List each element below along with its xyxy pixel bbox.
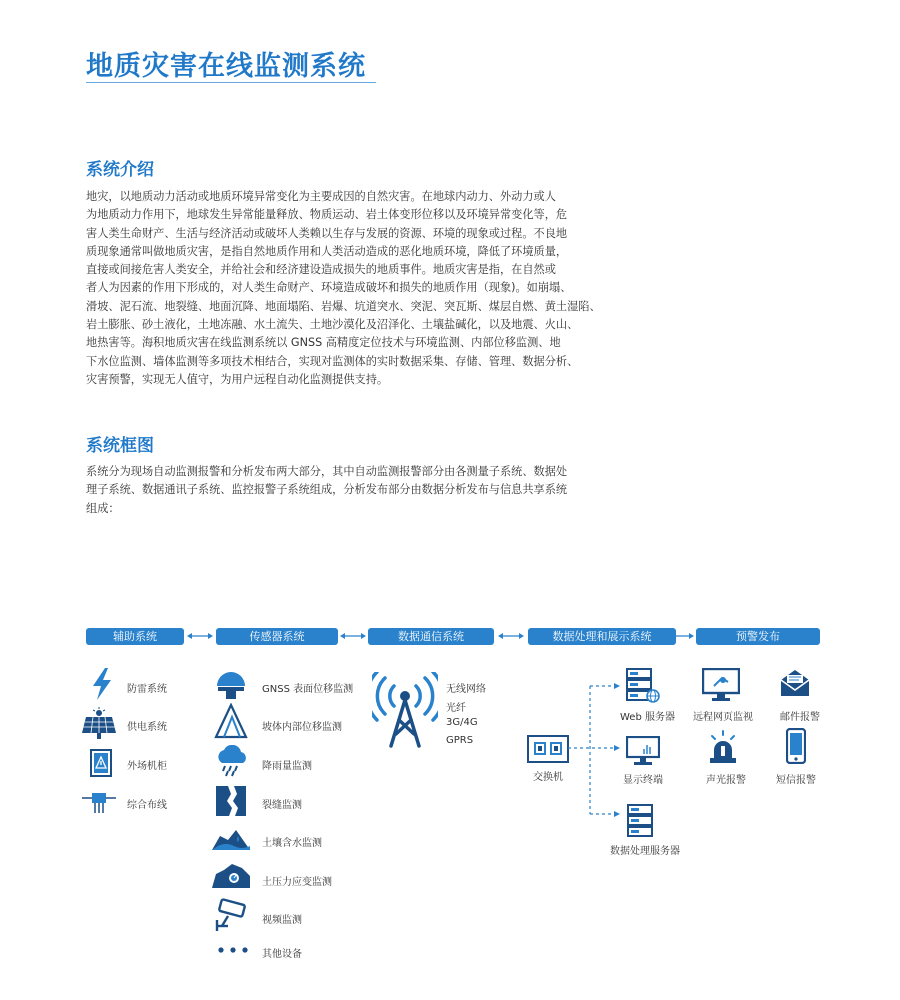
double-arrow-icon [497, 631, 525, 641]
alert-item-label: 短信报警 [776, 775, 816, 786]
sensor-item-label: 其他设备 [262, 949, 302, 960]
intro-line: 直接或间接危害人类安全，并给社会和经济建设造成损失的地质事件。地质灾害是指，在自然或 [86, 263, 556, 277]
switch-label: 交换机 [533, 772, 563, 783]
phone-icon [786, 728, 806, 764]
diagram-line: 理子系统、数据通讯子系统、监控报警子系统组成，分析发布部分由数据分析发布与信息共享系统 [86, 483, 568, 497]
header-auxiliary-system: 辅助系统 [86, 628, 184, 645]
comm-item-label: GPRS [446, 735, 474, 746]
more-dots-icon [216, 945, 250, 955]
comm-item-label: 光纤 [446, 703, 466, 714]
intro-line: 滑坡、泥石流、地裂缝、地面沉降、地面塌陷、岩爆、坑道突水、突泥、突瓦斯、煤层自燃、黄土湿陷、 [86, 299, 601, 313]
section-heading-diagram: 系统框图 [86, 436, 154, 456]
gnss-dome-icon [214, 668, 248, 700]
alert-item-label: 声光报警 [706, 775, 746, 786]
diagram-paragraph [86, 463, 576, 518]
intro-line: 岩土膨胀、砂土液化，土地冻融、水土流失、土地沙漠化及沼泽化、土壤盐碱化，以及地震、火山、 [86, 318, 579, 332]
intro-line: 者人为因素的作用下形成的，对人类生命财产、环境造成破坏和损失的地质作用（现象)。如崩塌、 [86, 281, 572, 295]
sensor-item-label: 土壤含水监测 [262, 838, 322, 849]
diagram-line: 组成： [86, 501, 120, 515]
aux-item-label: 综合布线 [127, 800, 167, 811]
slope-icon [214, 703, 248, 739]
section-heading-intro: 系统介绍 [86, 160, 154, 180]
wiring-icon [82, 791, 116, 815]
server-item-label: 显示终端 [623, 775, 663, 786]
double-arrow-icon [339, 631, 367, 641]
mail-icon [779, 668, 811, 698]
title-underline [86, 82, 376, 83]
header-data-comm-system: 数据通信系统 [368, 628, 494, 645]
intro-line: 地热害等。海积地质灾害在线监测系统以 GNSS 高精度定位技术与环境监测、内部位移监测、地 [86, 336, 561, 350]
header-alert-release: 预警发布 [696, 628, 820, 645]
dashed-connector [568, 680, 620, 820]
header-data-processing-system: 数据处理和展示系统 [528, 628, 676, 645]
sensor-item-label: 视频监测 [262, 915, 302, 926]
comm-item-label: 3G/4G [446, 717, 478, 728]
data-server-icon [627, 804, 653, 838]
diagram-line: 系统分为现场自动监测报警和分析发布两大部分，其中自动监测报警部分由各测量子系统、数据处 [86, 465, 568, 478]
sensor-item-label: 裂缝监测 [262, 800, 302, 811]
intro-line: 下水位监测、墙体监测等多项技术相结合，实现对监测体的实时数据采集、存储、管理、数据分析、 [86, 354, 579, 368]
sensor-item-label: 坡体内部位移监测 [262, 722, 342, 733]
crack-icon [216, 786, 246, 816]
sensor-item-label: GNSS 表面位移监测 [262, 684, 354, 695]
aux-item-label: 供电系统 [127, 722, 167, 733]
wireless-tower-icon [372, 672, 438, 748]
sensor-item-label: 降雨量监测 [262, 761, 312, 772]
intro-paragraph [86, 188, 601, 389]
header-sensor-system: 传感器系统 [216, 628, 338, 645]
comm-item-label: 无线网络 [446, 684, 486, 695]
double-arrow-icon [667, 631, 695, 641]
aux-item-label: 防雷系统 [127, 684, 167, 695]
alert-item-label: 远程网页监视 [693, 712, 753, 723]
cabinet-icon [90, 749, 112, 777]
intro-line: 地灾，以地质动力活动或地质环境异常变化为主要成因的自然灾害。在地球内动力、外动力或人 [86, 190, 556, 203]
intro-line: 质现象通常叫做地质灾害，是指自然地质作用和人类活动造成的恶化地质环境，降低了环境质量， [86, 244, 568, 258]
alert-item-label: 邮件报警 [780, 712, 820, 723]
remote-monitor-icon [702, 668, 740, 702]
intro-line: 害人类生命财产、生活与经济活动或破坏人类赖以生存与发展的资源、环境的现象或过程。不良地 [86, 226, 568, 240]
intro-line: 为地质动力作用下，地球发生异常能量释放、物质运动、岩土体变形位移以及环境异常变化等，危 [86, 208, 568, 222]
soil-water-icon [210, 826, 252, 852]
sensor-item-label: 土压力应变监测 [262, 877, 332, 888]
lightning-icon [90, 668, 114, 700]
rain-cloud-icon [214, 745, 250, 777]
double-arrow-icon [186, 631, 214, 641]
siren-icon [706, 730, 740, 764]
intro-line: 灾害预警，实现无人值守，为用户远程自动化监测提供支持。 [86, 372, 389, 386]
display-terminal-icon [626, 736, 660, 766]
page-title: 地质灾害在线监测系统 [86, 51, 366, 82]
solar-panel-icon [82, 707, 116, 739]
server-item-label: Web 服务器 [620, 712, 675, 723]
switch-icon [527, 735, 569, 763]
server-item-label: 数据处理服务器 [610, 846, 680, 857]
camera-icon [214, 898, 250, 932]
soil-pressure-icon [210, 862, 252, 890]
web-server-icon [626, 668, 660, 704]
aux-item-label: 外场机柜 [127, 761, 167, 772]
